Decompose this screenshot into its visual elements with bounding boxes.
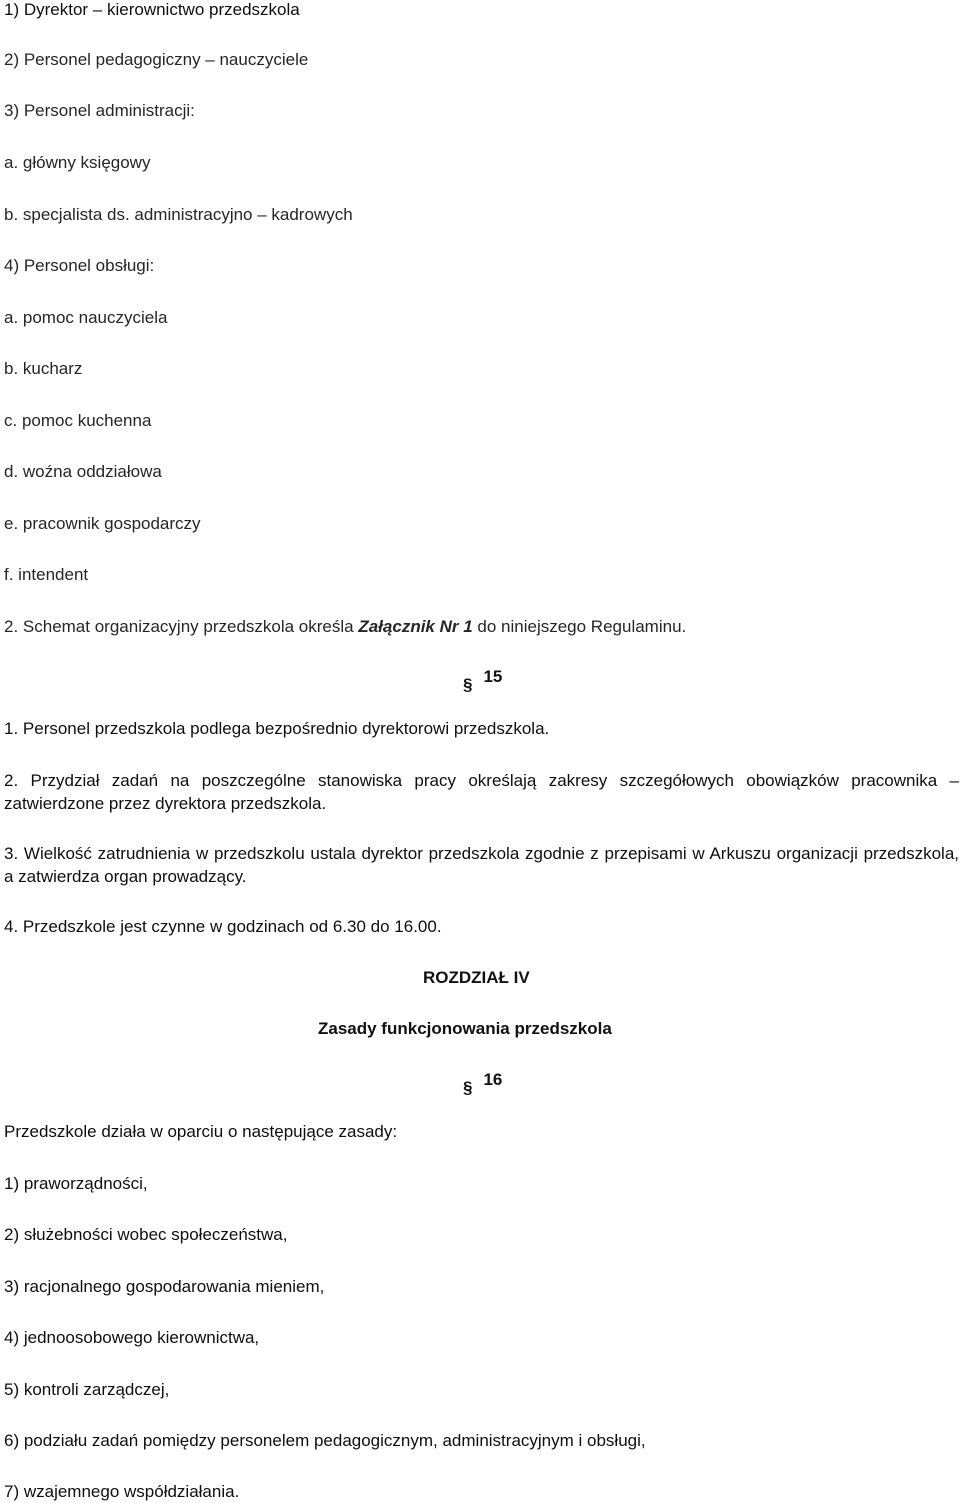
schema-paragraph	[4, 617, 686, 637]
list-item: 3) Personel administracji:	[4, 101, 195, 120]
list-item: d. woźna oddziałowa	[4, 462, 162, 481]
section-16-item: 5) kontroli zarządczej,	[4, 1380, 170, 1399]
attachment-reference: Załącznik Nr 1	[358, 617, 473, 636]
section-symbol: §	[463, 1078, 473, 1097]
section-16-item: 3) racjonalnego gospodarowania mieniem,	[4, 1277, 325, 1296]
chapter-title: ROZDZIAŁ IV	[423, 968, 530, 987]
list-item: 2) Personel pedagogiczny – nauczyciele	[4, 50, 309, 69]
section-16-item: 1) praworządności,	[4, 1174, 148, 1193]
list-item: c. pomoc kuchenna	[4, 411, 152, 430]
section-15-item: 3. Wielkość zatrudnienia w przedszkolu ustala dyrektor przedszkola zgodnie z przepisami w Arkuszu organizacji przedszkola, a zatwierdza organ prowadzący.	[4, 844, 959, 886]
section-16-item: 6) podziału zadań pomiędzy personelem pedagogicznym, administracyjnym i obsługi,	[4, 1431, 646, 1450]
section-heading-16	[463, 1070, 503, 1097]
schema-text-suffix: do niniejszego Regulaminu.	[472, 617, 687, 636]
section-heading-15	[463, 667, 503, 694]
section-16-intro: Przedszkole działa w oparciu o następujące zasady:	[4, 1122, 398, 1141]
list-item: 1) Dyrektor – kierownictwo przedszkola	[4, 0, 300, 19]
list-item: a. główny księgowy	[4, 153, 151, 172]
section-16-item: 2) służebności wobec społeczeństwa,	[4, 1225, 288, 1244]
list-item: 4) Personel obsługi:	[4, 256, 155, 275]
section-16-item: 4) jednoosobowego kierownictwa,	[4, 1328, 260, 1347]
section-number: 16	[483, 1070, 503, 1089]
chapter-subtitle: Zasady funkcjonowania przedszkola	[318, 1019, 612, 1038]
list-item: f. intendent	[4, 565, 89, 584]
section-number: 15	[483, 667, 503, 686]
schema-text-prefix: 2. Schemat organizacyjny przedszkola określa	[4, 617, 359, 636]
section-15-item: 4. Przedszkole jest czynne w godzinach od 6.30 do 16.00.	[4, 917, 442, 936]
list-item: b. kucharz	[4, 359, 83, 378]
list-item: b. specjalista ds. administracyjno – kadrowych	[4, 205, 353, 224]
list-item: e. pracownik gospodarczy	[4, 514, 201, 533]
list-item: a. pomoc nauczyciela	[4, 308, 168, 327]
section-symbol: §	[463, 675, 473, 694]
section-16-item: 7) wzajemnego współdziałania.	[4, 1482, 240, 1501]
section-15-item: 2. Przydział zadań na poszczególne stanowiska pracy określają zakresy szczegółowych obowiązków pracownika – zatwierdzone przez dyrektora przedszkola.	[4, 771, 959, 813]
section-15-item: 1. Personel przedszkola podlega bezpośrednio dyrektorowi przedszkola.	[4, 719, 550, 738]
